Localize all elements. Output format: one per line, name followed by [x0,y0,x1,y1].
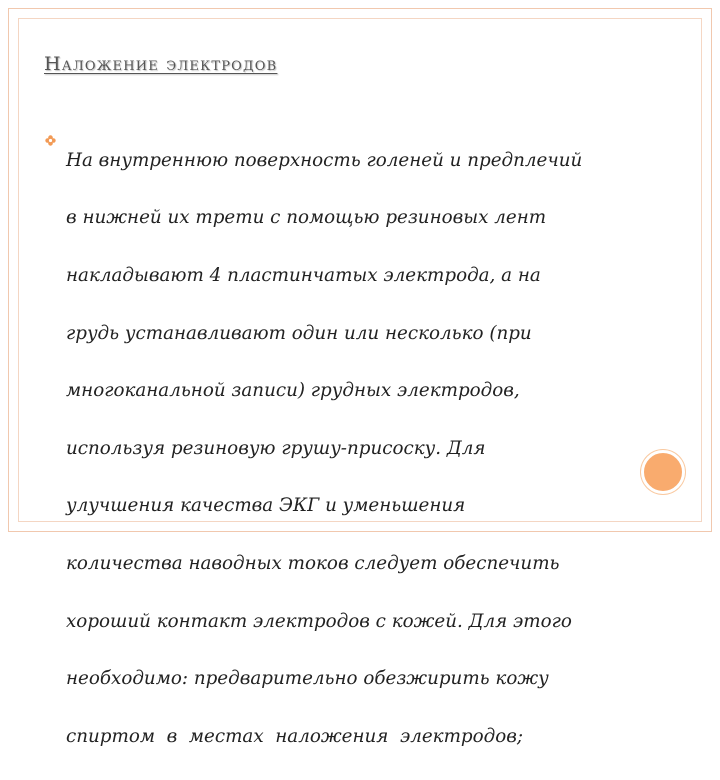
body-line: улучшения качества ЭКГ и уменьшения [66,495,466,517]
slide-title: Наложение электродов [44,53,278,75]
body-line: необходимо: предварительно обезжирить кожу [66,668,549,690]
body-line: хороший контакт электродов с кожей. Для этого [66,610,572,632]
body-line: в нижней их трети с помощью резиновых лент [66,207,547,229]
body-line: количества наводных токов следует обеспечить [66,552,560,574]
frame-divider-line [701,19,702,471]
body-line: используя резиновую грушу-присоску. Для [66,437,486,459]
body-line: На внутреннюю поверхность голеней и предплечий [66,149,583,171]
flower-bullet-icon [45,131,56,142]
body-line: грудь устанавливают один или несколько (при [66,322,532,344]
body-line: многоканальной записи) грудных электродов, [66,380,520,402]
body-line: спиртом в местах наложения электродов; [66,725,524,747]
body-line: накладывают 4 пластинчатых электрода, а на [66,264,541,286]
slide-body-text [66,118,678,780]
circle-decoration-icon [641,450,685,494]
